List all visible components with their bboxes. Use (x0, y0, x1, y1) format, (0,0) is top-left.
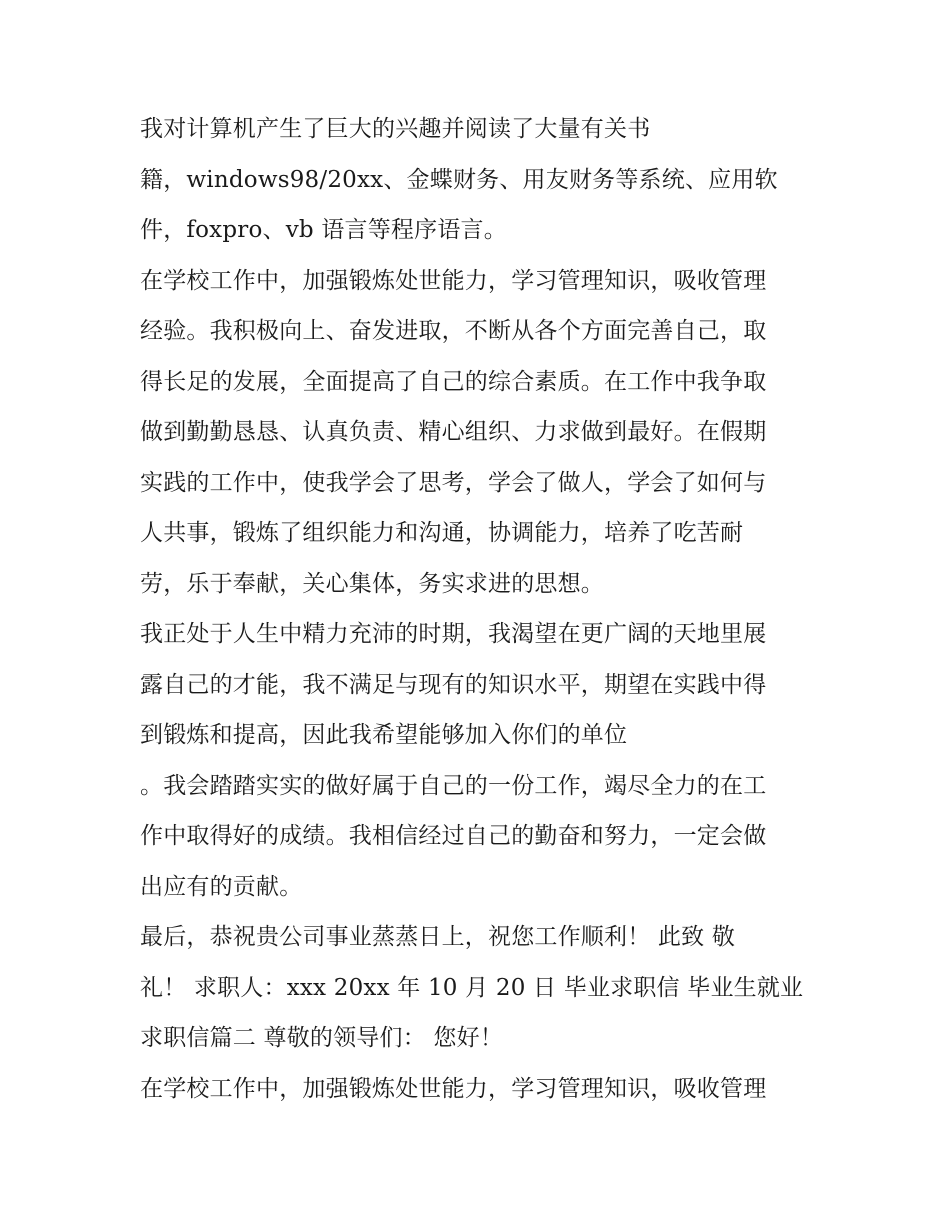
text-line: 实践的工作中，使我学会了思考，学会了做人，学会了如何与 (140, 470, 767, 496)
text-line: 件，foxpro、vb 语言等程序语言。 (140, 217, 507, 243)
text-line: 得长足的发展，全面提高了自己的综合素质。在工作中我争取 (140, 369, 767, 395)
text-line: 劳，乐于奉献，关心集体，务实求进的思想。 (140, 571, 604, 597)
text-line: 作中取得好的成绩。我相信经过自己的勤奋和努力，一定会做 (140, 823, 767, 849)
text-line: 到锻炼和提高，因此我希望能够加入你们的单位 (140, 722, 628, 748)
text-line: 最后，恭祝贵公司事业蒸蒸日上，祝您工作顺利！ 此致 敬 (140, 924, 736, 950)
text-line: 我正处于人生中精力充沛的时期，我渴望在更广阔的天地里展 (140, 621, 767, 647)
text-line: 在学校工作中，加强锻炼处世能力，学习管理知识，吸收管理 (140, 268, 767, 294)
text-line: 求职信篇二 尊敬的领导们： 您好！ (140, 1025, 504, 1051)
text-line: 人共事，锻炼了组织能力和沟通，协调能力，培养了吃苦耐 (140, 520, 744, 546)
text-line: 经验。我积极向上、奋发进取，不断从各个方面完善自己，取 (140, 318, 767, 344)
text-line: 露自己的才能，我不满足与现有的知识水平，期望在实践中得 (140, 672, 767, 698)
text-line: 我对计算机产生了巨大的兴趣并阅读了大量有关书 (140, 116, 651, 142)
text-line: 出应有的贡献。 (140, 874, 303, 900)
text-line: 礼！ 求职人：xxx 20xx 年 10 月 20 日 毕业求职信 毕业生就业 (140, 975, 804, 1001)
text-line: 做到勤勤恳恳、认真负责、精心组织、力求做到最好。在假期 (140, 419, 767, 445)
text-line: 籍，windows98/20xx、金蝶财务、用友财务等系统、应用软 (140, 167, 778, 193)
text-line: 。我会踏踏实实的做好属于自己的一份工作，竭尽全力的在工 (140, 773, 767, 799)
text-line: 在学校工作中，加强锻炼处世能力，学习管理知识，吸收管理 (140, 1076, 767, 1102)
